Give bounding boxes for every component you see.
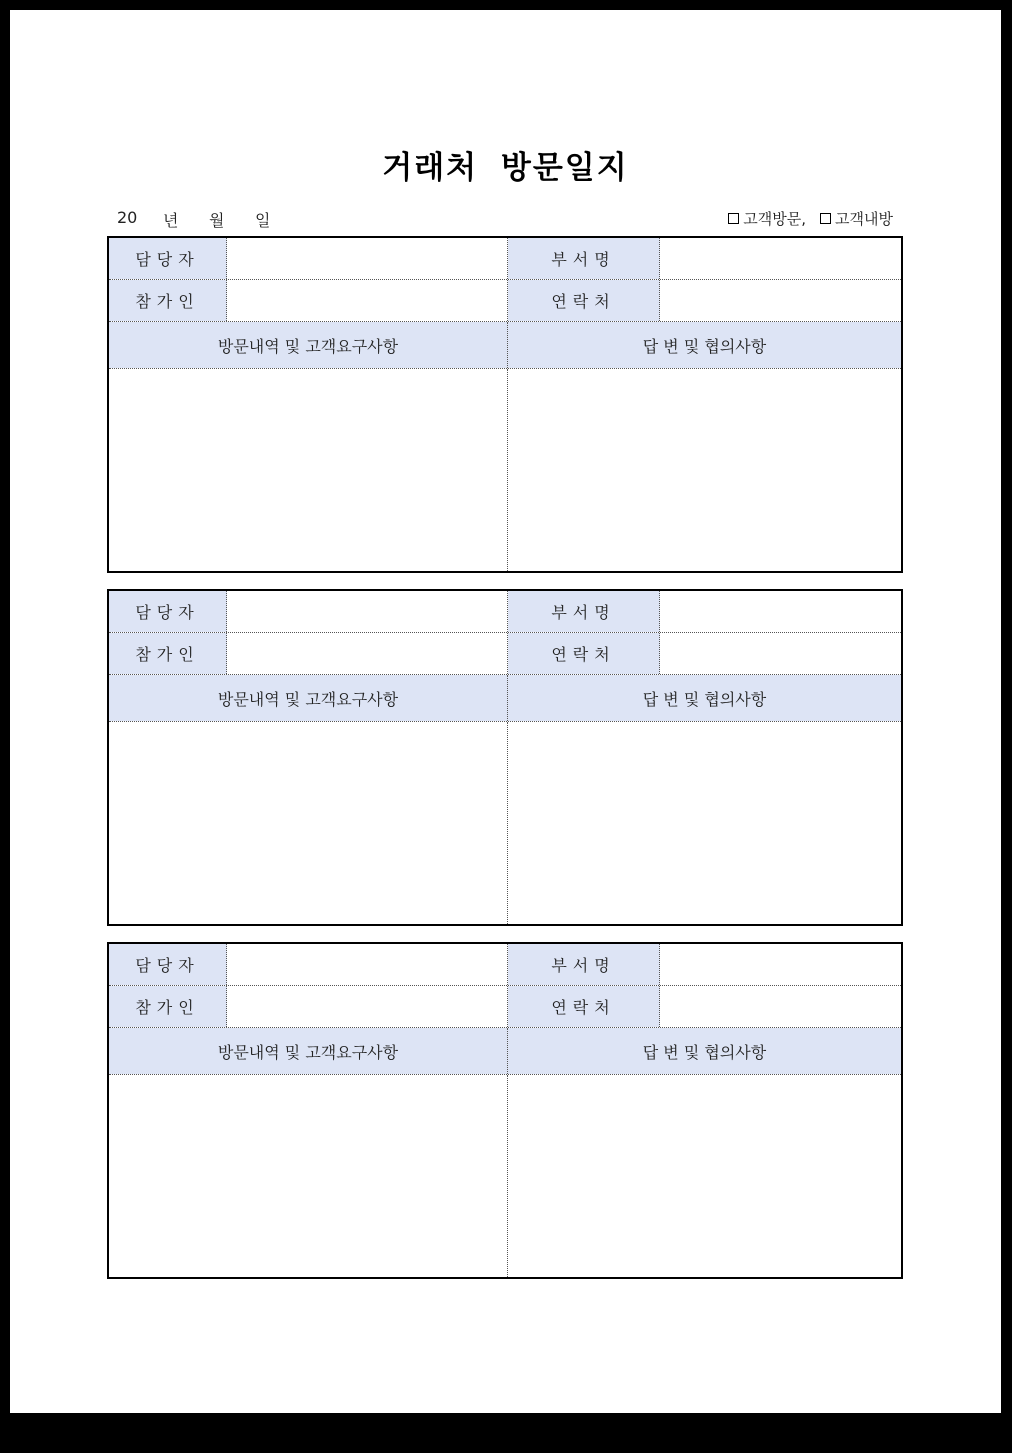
checkbox-icon[interactable]	[820, 213, 831, 224]
department-field[interactable]	[660, 591, 901, 632]
visit-type-option-incoming[interactable]	[820, 208, 893, 229]
department-label: 부서명	[508, 591, 660, 632]
participant-label: 참가인	[109, 280, 227, 321]
date-month-label: 월	[209, 211, 225, 230]
answer-field[interactable]	[508, 369, 901, 571]
visit-details-header: 방문내역 및 고객요구사항	[109, 1028, 508, 1074]
participant-label: 참가인	[109, 986, 227, 1027]
department-field[interactable]	[660, 238, 901, 279]
contact-label: 연락처	[508, 280, 660, 321]
row-participant	[109, 280, 901, 322]
content-area	[109, 1075, 901, 1277]
date-year-label: 년	[163, 211, 179, 230]
manager-field[interactable]	[227, 591, 508, 632]
row-manager	[109, 591, 901, 633]
row-participant	[109, 633, 901, 675]
visit-type-option-incoming-label: 고객내방	[835, 210, 893, 228]
visit-details-header: 방문내역 및 고객요구사항	[109, 322, 508, 368]
manager-label: 담당자	[109, 944, 227, 985]
contact-label: 연락처	[508, 986, 660, 1027]
visit-log-block-2	[107, 589, 903, 926]
answer-header: 답 변 및 협의사항	[508, 1028, 901, 1074]
visit-type-option-visit[interactable]	[728, 208, 806, 229]
visit-type-option-visit-label: 고객방문,	[743, 210, 807, 228]
manager-label: 담당자	[109, 591, 227, 632]
page-title: 거래처 방문일지	[382, 150, 629, 186]
row-section-headers	[109, 675, 901, 722]
date-line	[117, 208, 270, 231]
answer-field[interactable]	[508, 722, 901, 924]
visit-log-block-3	[107, 942, 903, 1279]
row-participant	[109, 986, 901, 1028]
visit-log-block-1	[107, 236, 903, 573]
visit-details-field[interactable]	[109, 722, 508, 924]
participant-field[interactable]	[227, 633, 508, 674]
contact-field[interactable]	[660, 633, 901, 674]
visit-type-options	[720, 208, 893, 229]
manager-field[interactable]	[227, 238, 508, 279]
content-area	[109, 722, 901, 924]
participant-label: 참가인	[109, 633, 227, 674]
document-page	[10, 10, 1001, 1413]
content-area	[109, 369, 901, 571]
row-section-headers	[109, 1028, 901, 1075]
contact-label: 연락처	[508, 633, 660, 674]
contact-field[interactable]	[660, 280, 901, 321]
visit-details-field[interactable]	[109, 369, 508, 571]
date-year-prefix: 20	[117, 208, 138, 227]
contact-field[interactable]	[660, 986, 901, 1027]
visit-details-field[interactable]	[109, 1075, 508, 1277]
participant-field[interactable]	[227, 986, 508, 1027]
department-label: 부서명	[508, 944, 660, 985]
answer-header: 답 변 및 협의사항	[508, 675, 901, 721]
department-label: 부서명	[508, 238, 660, 279]
row-manager	[109, 944, 901, 986]
answer-field[interactable]	[508, 1075, 901, 1277]
checkbox-icon[interactable]	[728, 213, 739, 224]
department-field[interactable]	[660, 944, 901, 985]
participant-field[interactable]	[227, 280, 508, 321]
manager-label: 담당자	[109, 238, 227, 279]
row-manager	[109, 238, 901, 280]
date-day-label: 일	[255, 211, 271, 230]
answer-header: 답 변 및 협의사항	[508, 322, 901, 368]
visit-details-header: 방문내역 및 고객요구사항	[109, 675, 508, 721]
row-section-headers	[109, 322, 901, 369]
manager-field[interactable]	[227, 944, 508, 985]
